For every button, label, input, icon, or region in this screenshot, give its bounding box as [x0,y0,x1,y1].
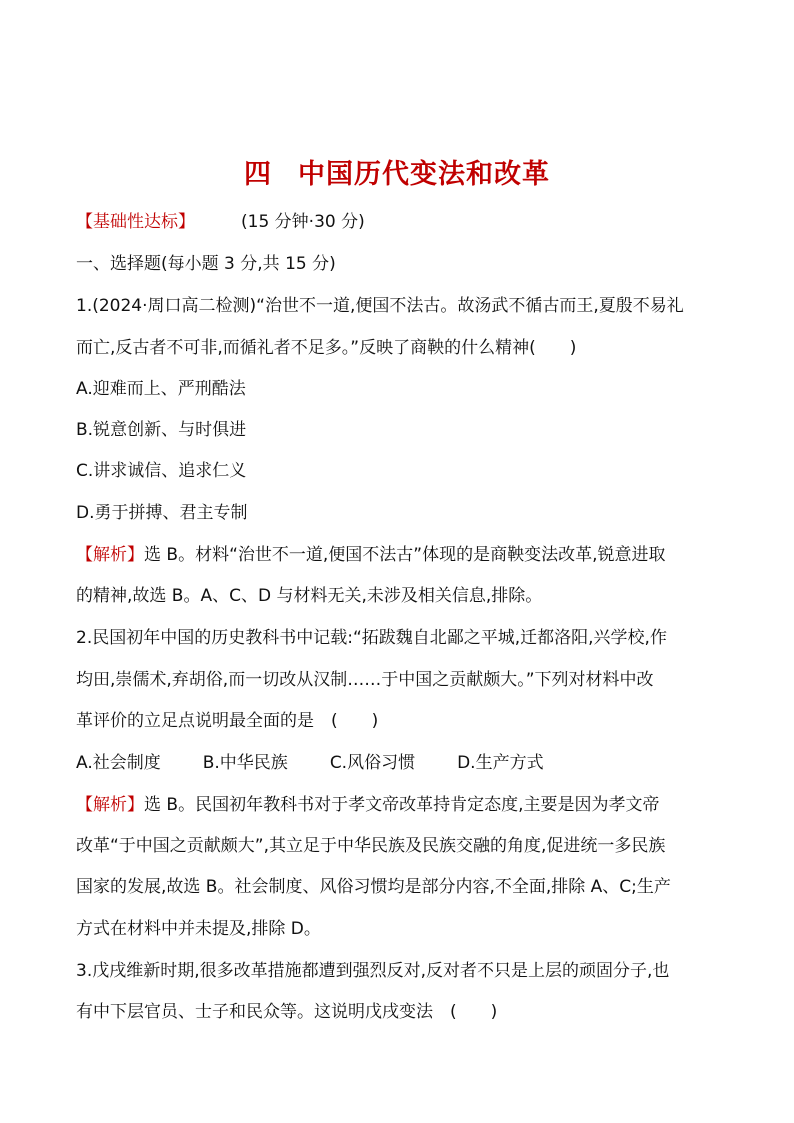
q2-option-c: C.风俗习惯 [329,753,416,773]
q3-stem-line1: 3.戊戌维新时期,很多改革措施都遭到强烈反对,反对者不只是上层的顽固分子,也 [76,961,670,981]
q1-stem-line2: 而亡,反古者不可非,而循礼者不足多。”反映了商鞅的什么精神( ) [76,338,577,358]
chapter-name: 中国历代变法和改革 [298,159,550,190]
q1-analysis-text1: 选 B。材料“治世不一道,便国不法古”体现的是商鞅变法改革,锐意进取 [144,545,666,565]
q2-option-d: D.生产方式 [457,753,544,773]
q2-analysis-line3: 国家的发展,故选 B。社会制度、风俗习惯均是部分内容,不全面,排除 A、C;生产 [76,877,671,897]
part-heading: 一、选择题(每小题 3 分,共 15 分) [76,254,336,274]
q1-option-c: C.讲求诚信、追求仁义 [76,461,247,481]
q3-stem-line2: 有中下层官员、士子和民众等。这说明戊戌变法 ( ) [76,1002,498,1022]
q2-analysis-text1: 选 B。民国初年教科书对于孝文帝改革持肯定态度,主要是因为孝文帝 [144,795,660,815]
q1-option-b: B.锐意创新、与时俱进 [76,420,247,440]
chapter-number: 四 [244,159,272,190]
q1-option-d: D.勇于拼搏、君主专制 [76,503,248,523]
q1-analysis-tag: 【解析】 [76,545,144,565]
chapter-title [0,152,794,191]
q1-stem-line1: 1.(2024·周口高二检测)“治世不一道,便国不法古。故汤武不循古而王,夏殷不易礼 [76,296,684,316]
q2-stem-line1: 2.民国初年中国的历史教科书中记载:“拓跋魏自北鄙之平城,迁都洛阳,兴学校,作 [76,628,667,648]
q2-analysis-tag: 【解析】 [76,795,144,815]
q2-analysis-line1 [76,794,726,816]
q2-options [76,752,726,774]
section-time: (15 分钟·30 分) [241,212,365,232]
q2-analysis-line4: 方式在材料中并未提及,排除 D。 [76,919,321,939]
q2-stem-line3: 革评价的立足点说明最全面的是 ( ) [76,711,379,731]
q1-analysis-line1 [76,544,726,566]
q2-option-a: A.社会制度 [76,753,161,773]
q1-analysis-line2: 的精神,故选 B。A、C、D 与材料无关,未涉及相关信息,排除。 [76,586,543,606]
q2-analysis-line2: 改革“于中国之贡献颇大”,其立足于中华民族及民族交融的角度,促进统一多民族 [76,836,666,856]
q1-option-a: A.迎难而上、严刑酷法 [76,379,246,399]
q2-stem-line2: 均田,崇儒术,弃胡俗,而一切改从汉制……于中国之贡献颇大。”下列对材料中改 [76,670,654,690]
section-header [76,211,726,233]
q2-option-b: B.中华民族 [202,753,288,773]
section-tag: 【基础性达标】 [76,212,195,232]
